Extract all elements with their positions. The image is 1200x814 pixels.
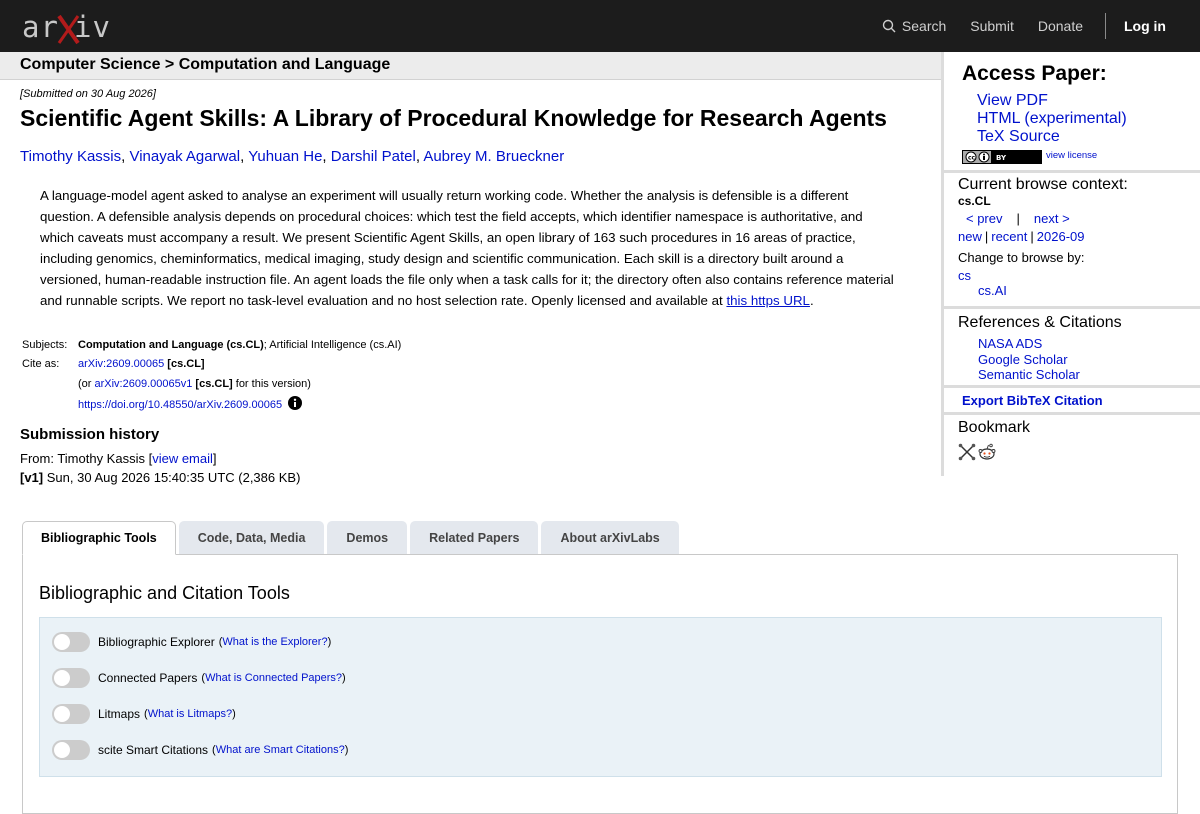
tool-help-link[interactable]: What is the Explorer? bbox=[222, 636, 328, 648]
google-scholar-link[interactable]: Google Scholar bbox=[978, 351, 1068, 367]
submitted-date: [Submitted on 30 Aug 2026] bbox=[20, 88, 156, 100]
semantic-scholar-link[interactable]: Semantic Scholar bbox=[978, 367, 1080, 382]
abstract-url-link[interactable]: this https URL bbox=[726, 293, 810, 308]
tool-label: scite Smart Citations bbox=[98, 743, 209, 757]
cite-as-label: Cite as: bbox=[22, 358, 60, 371]
references-links bbox=[978, 336, 1080, 383]
subjects-label: Subjects: bbox=[22, 338, 68, 351]
sidebar-divider bbox=[944, 306, 1200, 309]
abstract bbox=[40, 185, 900, 311]
litmaps-toggle[interactable] bbox=[52, 704, 90, 724]
version-suffix: for this version) bbox=[232, 377, 311, 390]
submitter-suffix: ] bbox=[212, 451, 217, 466]
browse-context-heading: Current browse context: bbox=[958, 176, 1128, 193]
access-links bbox=[977, 92, 1127, 146]
view-pdf-link[interactable]: View PDF bbox=[977, 92, 1048, 109]
author-link[interactable]: Yuhuan He bbox=[248, 148, 323, 165]
info-icon[interactable] bbox=[288, 396, 302, 410]
cc-by-license-badge[interactable] bbox=[962, 150, 1042, 164]
version-prefix: (or bbox=[78, 377, 95, 390]
author-link[interactable]: Timothy Kassis bbox=[20, 148, 122, 165]
tool-help-link[interactable]: What is Connected Papers? bbox=[205, 672, 343, 684]
tool-label: Connected Papers bbox=[98, 671, 198, 685]
svg-text:ar: ar bbox=[22, 10, 59, 44]
references-heading: References & Citations bbox=[958, 314, 1122, 331]
paper-metadata bbox=[22, 335, 407, 413]
tool-help-link[interactable]: What is Litmaps? bbox=[147, 708, 233, 720]
version-id-link[interactable]: arXiv:2609.00065v1 bbox=[94, 377, 193, 390]
abstract-end: . bbox=[809, 293, 814, 308]
month-link[interactable]: 2026-09 bbox=[1036, 229, 1085, 244]
cite-id-link[interactable]: arXiv:2609.00065 bbox=[78, 358, 165, 371]
sidebar-divider bbox=[944, 412, 1200, 415]
change-browse-label: Change to browse by: bbox=[958, 250, 1085, 265]
panel-title: Bibliographic and Citation Tools bbox=[39, 583, 290, 603]
author-link[interactable]: Darshil Patel bbox=[330, 148, 416, 165]
sidebar-divider bbox=[944, 385, 1200, 388]
tab-related-papers[interactable]: Related Papers bbox=[410, 521, 538, 554]
tab-demos[interactable]: Demos bbox=[327, 521, 407, 554]
primary-subject: Computation and Language (cs.CL) bbox=[78, 338, 264, 351]
next-link[interactable]: next > bbox=[1033, 211, 1070, 226]
export-bibtex-link[interactable]: Export BibTeX Citation bbox=[962, 393, 1103, 408]
connected-papers-toggle[interactable] bbox=[52, 668, 90, 688]
bibliographic-explorer-toggle[interactable] bbox=[52, 632, 90, 652]
version-category: [cs.CL] bbox=[195, 377, 233, 390]
tool-row: Connected Papers (What is Connected Papers?) bbox=[52, 668, 346, 688]
prev-link[interactable]: < prev bbox=[966, 211, 1003, 226]
pipe-separator: | bbox=[1030, 229, 1034, 244]
submission-history-heading: Submission history bbox=[20, 426, 160, 443]
submit-link[interactable]: Submit bbox=[970, 18, 1014, 34]
nav-separator: | bbox=[1016, 211, 1020, 226]
tab-panel bbox=[22, 554, 1178, 814]
bibsonomy-icon[interactable] bbox=[958, 443, 976, 461]
browse-cs-link[interactable]: cs bbox=[958, 268, 971, 283]
browse-listing-links bbox=[958, 229, 1085, 244]
tool-label: Bibliographic Explorer bbox=[98, 635, 215, 649]
search-link[interactable] bbox=[870, 18, 958, 34]
recent-link[interactable]: recent bbox=[991, 229, 1028, 244]
author-link[interactable]: Aubrey M. Brueckner bbox=[423, 148, 565, 165]
paper-title: Scientific Agent Skills: A Library of Procedural Knowledge for Research Agents bbox=[20, 105, 887, 131]
svg-text:cc: cc bbox=[968, 154, 976, 162]
tab-about-arxivlabs[interactable]: About arXivLabs bbox=[541, 521, 678, 554]
browse-csai-link[interactable]: cs.AI bbox=[978, 283, 1007, 298]
tools-list bbox=[39, 617, 1162, 777]
author-link[interactable]: Vinayak Agarwal bbox=[129, 148, 241, 165]
search-label: Search bbox=[901, 18, 947, 34]
scite-toggle[interactable] bbox=[52, 740, 90, 760]
tool-label: Litmaps bbox=[98, 707, 141, 721]
other-subjects: ; Artificial Intelligence (cs.AI) bbox=[263, 338, 402, 351]
abstract-text: A language-model agent asked to analyse an experiment will usually return working code. Whether the analysis is defensible is a different question. A defensible analysis depends on procedural choices: which test the field accepts, which identifier namespace is authoritative, and which caveats must accompany a result. We present Scientific Agent Skills, an open library of 163 such procedures in 16 areas of practice, including genomics, cheminformatics, medical imaging, study design and scientific communication. Each skill is a directory built around a versioned, human-readable instruction file. An agent loads the file only when a task calls for it; the directory often also contains reference material and runnable scripts. We report no task-level evaluation and no host selection rate. Openly licensed and available at bbox=[40, 188, 894, 308]
browse-context-current: cs.CL bbox=[958, 194, 991, 208]
top-navigation-bar bbox=[0, 0, 1200, 52]
version-history-entry bbox=[20, 470, 300, 485]
labs-tabs bbox=[22, 521, 679, 555]
svg-text:BY: BY bbox=[996, 154, 1007, 162]
version-label: [v1] bbox=[20, 470, 44, 485]
svg-text:iv: iv bbox=[74, 10, 111, 44]
arxiv-logo[interactable] bbox=[22, 8, 114, 46]
view-email-link[interactable]: view email bbox=[152, 451, 213, 466]
sidebar-divider bbox=[944, 170, 1200, 173]
pipe-separator: | bbox=[984, 229, 989, 244]
donate-link[interactable]: Donate bbox=[1037, 18, 1083, 34]
tool-row: Bibliographic Explorer (What is the Explorer?) bbox=[52, 632, 331, 652]
bookmark-heading: Bookmark bbox=[958, 419, 1031, 436]
submitter-line bbox=[20, 451, 217, 466]
nasa-ads-link[interactable]: NASA ADS bbox=[978, 336, 1043, 351]
submitter-prefix: From: Timothy Kassis [ bbox=[20, 451, 153, 466]
bookmark-icons bbox=[958, 443, 996, 461]
tab-bibliographic-tools[interactable]: Bibliographic Tools bbox=[22, 521, 176, 555]
new-link[interactable]: new bbox=[958, 229, 982, 244]
login-link[interactable]: Log in bbox=[1124, 18, 1166, 34]
breadcrumb: Computer Science > Computation and Language bbox=[0, 52, 943, 80]
author-list: Timothy Kassis, Vinayak Agarwal, Yuhuan He, Darshil Patel, Aubrey M. Brueckner bbox=[20, 148, 565, 165]
search-icon bbox=[882, 19, 896, 33]
browse-prev-next bbox=[966, 211, 1070, 226]
version-date: Sun, 30 Aug 2026 15:40:35 UTC (2,386 KB) bbox=[43, 470, 301, 485]
doi-link[interactable]: https://doi.org/10.48550/arXiv.2609.00065 bbox=[78, 398, 283, 411]
tool-row: Litmaps (What is Litmaps?) bbox=[52, 704, 236, 724]
header-divider bbox=[1105, 13, 1106, 39]
tex-source-link[interactable]: TeX Source bbox=[977, 128, 1060, 145]
tool-help-link[interactable]: What are Smart Citations? bbox=[215, 744, 345, 756]
cite-category: [cs.CL] bbox=[167, 358, 205, 371]
tool-row: scite Smart Citations (What are Smart Citations?) bbox=[52, 740, 348, 760]
sidebar bbox=[941, 52, 1200, 476]
access-paper-heading: Access Paper: bbox=[962, 62, 1107, 85]
view-license-link[interactable]: view license bbox=[1046, 150, 1098, 161]
tab-code-data-media[interactable]: Code, Data, Media bbox=[179, 521, 325, 554]
html-experimental-link[interactable]: HTML (experimental) bbox=[977, 110, 1127, 127]
reddit-icon[interactable] bbox=[978, 443, 996, 461]
